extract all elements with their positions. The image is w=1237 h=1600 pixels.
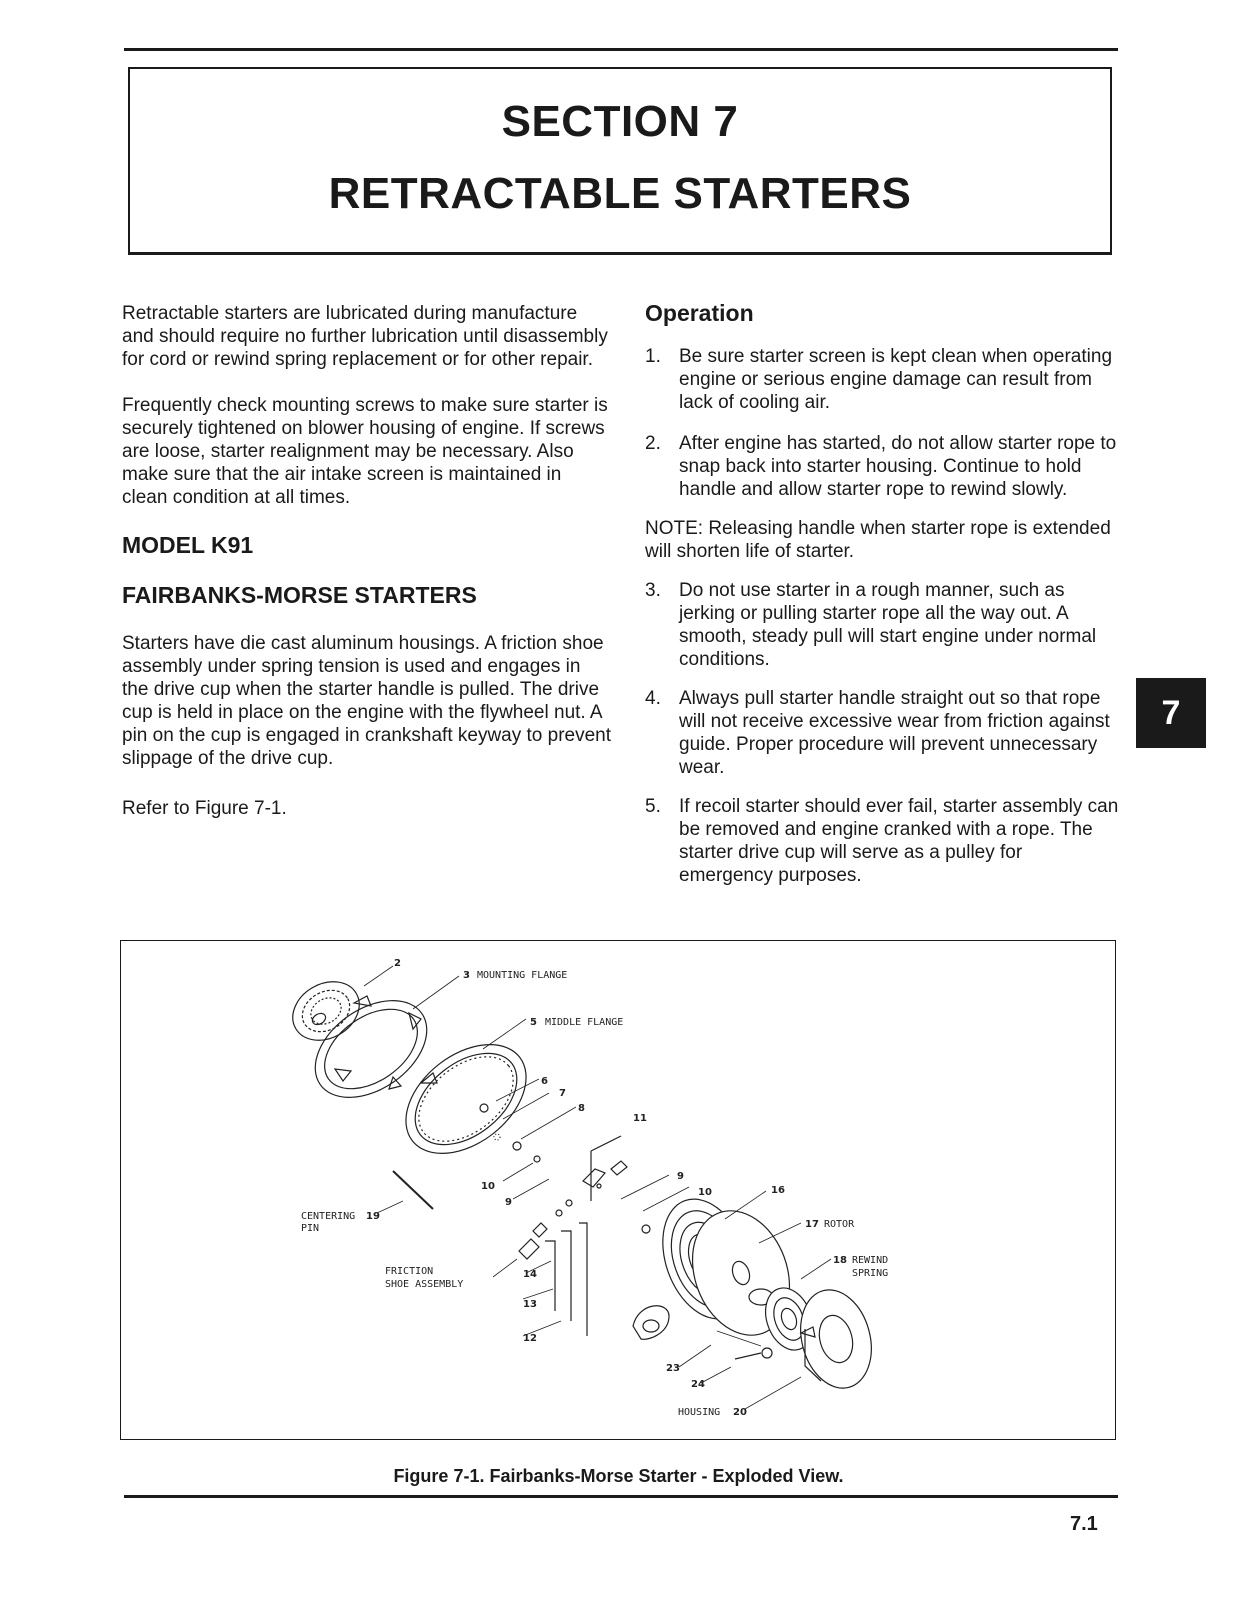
operation-item-2 <box>645 432 1120 501</box>
item-text: Always pull starter handle straight out so that rope will not receive excessive wear from friction against guide. Proper procedure will prevent unnecessary wear. <box>679 688 1110 778</box>
label-housing: HOUSING <box>678 1407 721 1418</box>
label-middle-flange: MIDDLE FLANGE <box>545 1017 624 1028</box>
label-shoe-assembly: SHOE ASSEMBLY <box>385 1279 464 1290</box>
exploded-view-drawing <box>121 941 1117 1441</box>
item-text: Be sure starter screen is kept clean when operating engine or serious engine damage can result from lack of cooling air. <box>679 346 1113 413</box>
label-2: 2 <box>394 958 401 969</box>
bottom-rule <box>124 1495 1118 1498</box>
left-column <box>122 302 612 820</box>
top-rule <box>124 48 1118 51</box>
label-9b: 9 <box>677 1171 684 1182</box>
label-3: 3 <box>463 970 470 981</box>
item-number: 4. <box>645 688 661 709</box>
label-20: 20 <box>733 1407 747 1418</box>
item-number: 3. <box>645 580 661 601</box>
middle-flange-part <box>385 1022 546 1175</box>
operation-item-4 <box>645 687 1120 779</box>
operation-note: NOTE: Releasing handle when starter rope is extended will shorten life of starter. <box>645 518 1111 562</box>
operation-heading: Operation <box>645 300 754 326</box>
operation-item-5 <box>645 795 1120 887</box>
label-8: 8 <box>578 1103 585 1114</box>
label-rewind: REWIND <box>852 1255 889 1266</box>
operation-item-3 <box>645 579 1120 671</box>
item-text: If recoil starter should ever fail, starter assembly can be removed and engine cranked with a rope. The starter drive cup will serve as a pulley for emergency purposes. <box>679 796 1119 886</box>
label-17: 17 <box>805 1219 819 1230</box>
label-pin: PIN <box>301 1223 320 1234</box>
label-23: 23 <box>666 1363 680 1374</box>
label-18: 18 <box>833 1255 847 1266</box>
label-11: 11 <box>633 1113 647 1124</box>
item-number: 5. <box>645 796 661 817</box>
label-14: 14 <box>523 1269 537 1280</box>
item-number: 2. <box>645 433 661 454</box>
label-rotor: ROTOR <box>824 1219 855 1230</box>
label-10b: 10 <box>698 1187 712 1198</box>
figure-caption: Figure 7-1. Fairbanks-Morse Starter - Exploded View. <box>393 1466 844 1486</box>
item-text: Do not use starter in a rough manner, such as jerking or pulling starter rope all the way out. A smooth, steady pull will start engine under normal conditions. <box>679 580 1097 670</box>
exploded-view-figure <box>120 940 1116 1440</box>
operation-item-1 <box>645 345 1120 414</box>
figure-reference: Refer to Figure 7-1. <box>122 798 287 819</box>
label-16: 16 <box>771 1185 785 1196</box>
mounting-paragraph: Frequently check mounting screws to make sure starter is securely tightened on blower housing of engine. If screws are loose, starter realignment may be necessary. Also make sure that the air intake screen is maintained in clean condition at all times. <box>122 395 608 508</box>
label-19: 19 <box>366 1211 380 1222</box>
label-13: 13 <box>523 1299 537 1310</box>
right-column <box>645 302 1120 887</box>
label-12: 12 <box>523 1333 537 1344</box>
label-7: 7 <box>559 1088 566 1099</box>
label-10a: 10 <box>481 1181 495 1192</box>
item-text: After engine has started, do not allow starter rope to snap back into starter housing. Continue to hold handle and allow starter rope to rewind slowly. <box>679 433 1117 500</box>
housing-part <box>790 1282 882 1396</box>
label-spring: SPRING <box>852 1268 889 1279</box>
label-24: 24 <box>691 1379 705 1390</box>
page-number: 7.1 <box>1070 1513 1098 1535</box>
section-number: SECTION 7 <box>501 97 739 146</box>
section-tab-marker: 7 <box>1136 678 1206 748</box>
model-heading: MODEL K91 <box>122 532 254 558</box>
item-number: 1. <box>645 346 661 367</box>
section-title-box <box>128 67 1112 255</box>
starter-subheading: FAIRBANKS-MORSE STARTERS <box>122 582 477 608</box>
label-9a: 9 <box>505 1197 512 1208</box>
label-mounting-flange: MOUNTING FLANGE <box>477 970 568 981</box>
intro-paragraph: Retractable starters are lubricated during manufacture and should require no further lubrication until disassembly for cord or rewind spring replacement or for other repair. <box>122 303 608 370</box>
label-5: 5 <box>530 1017 537 1028</box>
label-6: 6 <box>541 1076 548 1087</box>
label-friction: FRICTION <box>385 1266 434 1277</box>
section-title: RETRACTABLE STARTERS <box>328 169 912 218</box>
starter-description: Starters have die cast aluminum housings. A friction shoe assembly under spring tension is used and engages in the drive cup when the starter handle is pulled. The drive cup is held in place on the engine with the flywheel nut. A pin on the cup is engaged in crankshaft keyway to prevent slippage of the drive cup. <box>122 633 612 769</box>
friction-shoe-part <box>519 1161 627 1259</box>
label-centering: CENTERING <box>301 1211 356 1222</box>
